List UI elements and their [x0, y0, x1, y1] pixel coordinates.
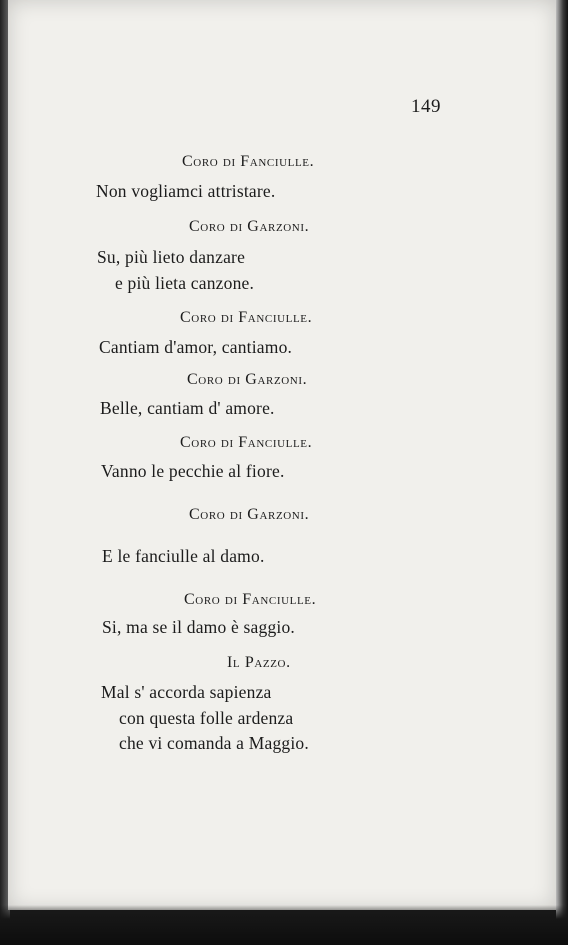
verse-line: con questa folle ardenza	[119, 708, 294, 728]
verse-line: E le fanciulle al damo.	[102, 546, 265, 566]
speaker-heading: Coro di Garzoni.	[187, 371, 308, 388]
speaker-heading: Coro di Garzoni.	[189, 218, 310, 235]
speaker-heading: Coro di Fanciulle.	[180, 309, 313, 326]
book-page	[8, 0, 556, 910]
verse-line: Non vogliamci attristare.	[96, 181, 276, 201]
speaker-heading: Coro di Fanciulle.	[184, 591, 317, 608]
verse-line: che vi comanda a Maggio.	[119, 733, 309, 753]
book-fore-edge	[556, 0, 568, 945]
speaker-heading: Coro di Fanciulle.	[180, 434, 313, 451]
speaker-heading: Coro di Fanciulle.	[182, 153, 315, 170]
verse-line: Belle, cantiam d' amore.	[100, 398, 275, 418]
book-bottom-edge	[0, 905, 568, 945]
verse-line: Vanno le pecchie al fiore.	[101, 461, 285, 481]
speaker-heading: Il Pazzo.	[227, 654, 291, 671]
speaker-heading: Coro di Garzoni.	[189, 506, 310, 523]
verse-line: Si, ma se il damo è saggio.	[102, 617, 296, 637]
page-number: 149	[411, 96, 441, 117]
verse-line: e più lieta canzone.	[115, 273, 255, 293]
verse-line: Su, più lieto danzare	[97, 247, 246, 267]
verse-line: Mal s' accorda sapienza	[101, 682, 272, 702]
verse-line: Cantiam d'amor, cantiamo.	[99, 337, 293, 357]
